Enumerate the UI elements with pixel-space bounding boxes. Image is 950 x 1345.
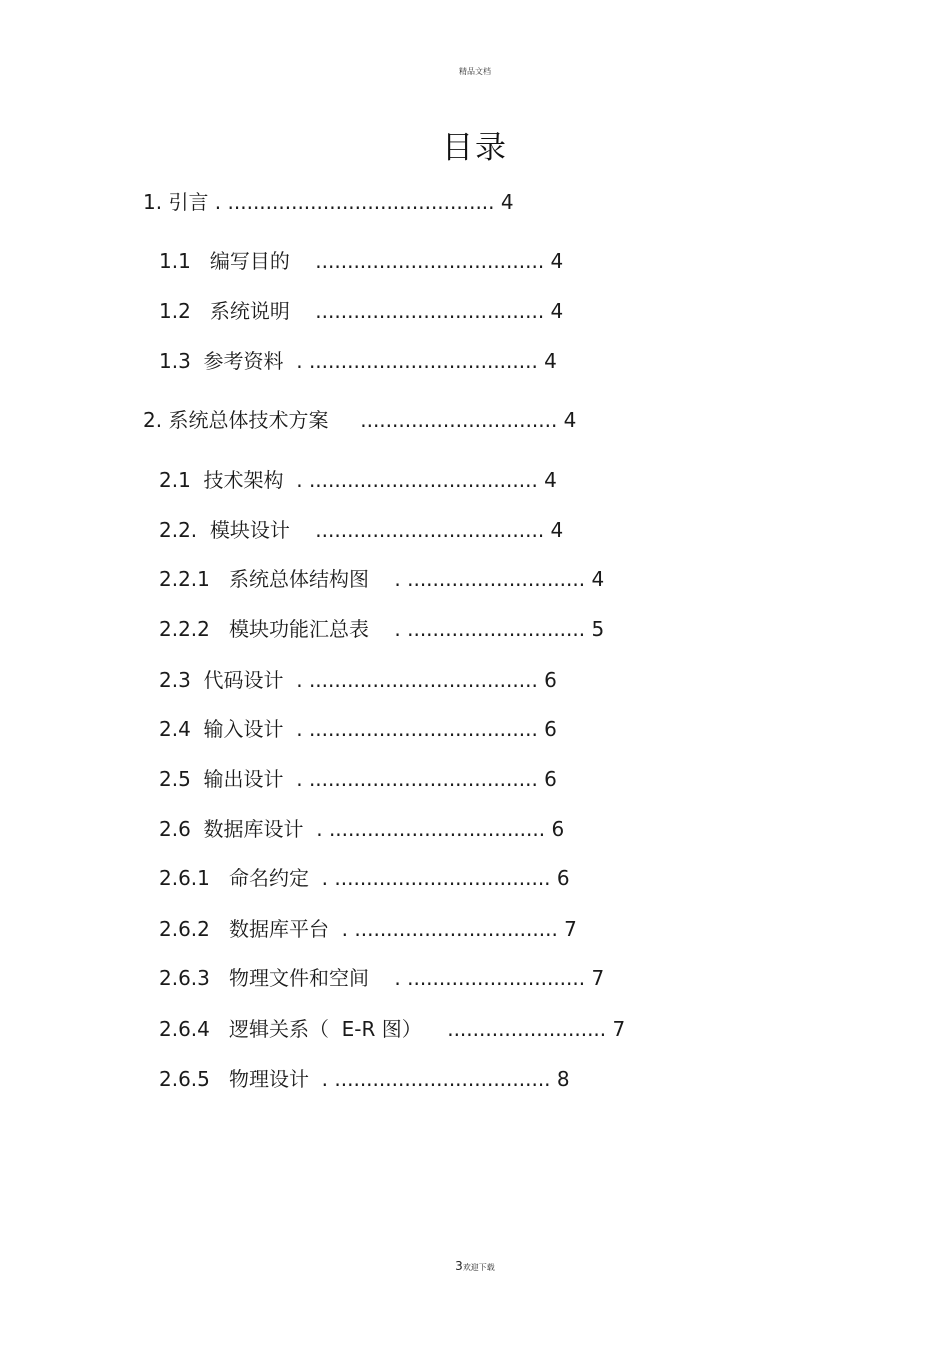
toc-entry-2-5: 2.5 输出设计 . .................................... 6 — [159, 767, 557, 791]
toc-entry-2-1: 2.1 技术架构 . .................................... 4 — [159, 468, 557, 492]
page-title: 目录 — [442, 130, 508, 166]
toc-entry-2-6-5: 2.6.5 物理设计 . .................................. 8 — [159, 1067, 570, 1091]
toc-entry-2-3: 2.3 代码设计 . .................................... 6 — [159, 668, 557, 692]
toc-entry-2-2-1: 2.2.1 系统总体结构图 . ............................ 4 — [159, 567, 605, 591]
toc-entry-2-4: 2.4 输入设计 . .................................... 6 — [159, 717, 557, 741]
footer-label: 欢迎下载 — [462, 1263, 495, 1272]
toc-entry-2-2: 2.2. 模块设计 .................................... 4 — [159, 518, 564, 542]
page-number: 3 — [455, 1259, 463, 1273]
toc-entry-2-6-1: 2.6.1 命名约定 . .................................. 6 — [159, 866, 570, 890]
toc-entry-1-2: 1.2 系统说明 .................................... 4 — [159, 299, 564, 323]
toc-entry-2-2-2: 2.2.2 模块功能汇总表 . ............................ 5 — [159, 617, 605, 641]
toc-entry-2-6-3: 2.6.3 物理文件和空间 . ............................ 7 — [159, 966, 605, 990]
toc-entry-1: 1. 引言 . .......................................... 4 — [143, 190, 514, 214]
toc-entry-1-3: 1.3 参考资料 . .................................... 4 — [159, 349, 557, 373]
toc-entry-2: 2. 系统总体技术方案 ............................... 4 — [143, 408, 577, 432]
toc-entry-1-1: 1.1 编写目的 .................................... 4 — [159, 249, 564, 273]
header-watermark: 精品文档 — [459, 67, 491, 76]
toc-entry-2-6-2: 2.6.2 数据库平台 . ................................ 7 — [159, 917, 577, 941]
toc-entry-2-6-4: 2.6.4 逻辑关系（ E-R 图） ......................... 7 — [159, 1017, 626, 1041]
page-footer — [0, 1259, 950, 1273]
toc-entry-2-6: 2.6 数据库设计 . .................................. 6 — [159, 817, 565, 841]
